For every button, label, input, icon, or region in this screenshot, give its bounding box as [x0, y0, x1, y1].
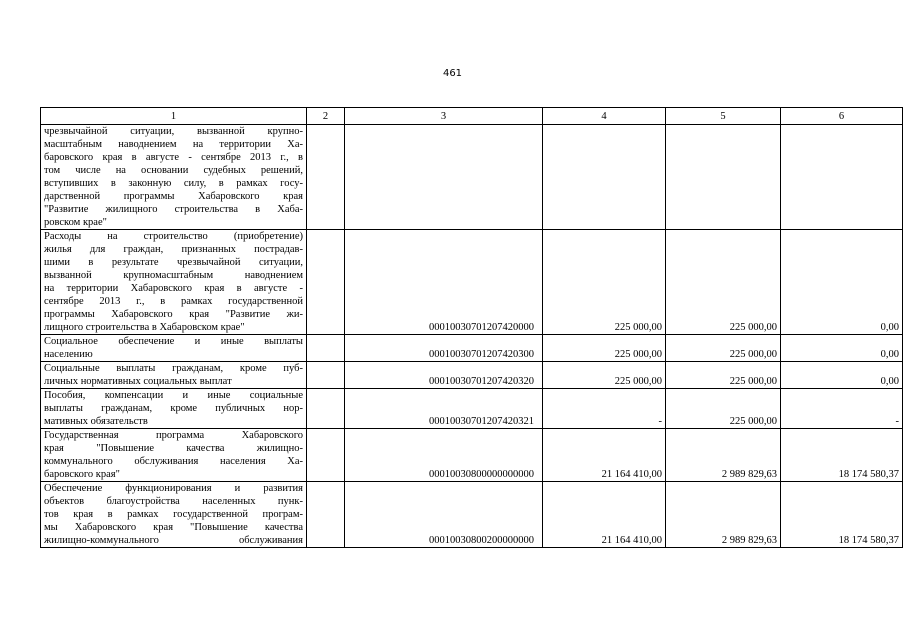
description-line: баровского края" — [44, 469, 120, 480]
row-col-5-amount: 225 000,00 — [666, 389, 781, 429]
row-code: 00010030800000000000 — [345, 429, 543, 482]
description-line: сентябре 2013 г., в рамках государственной — [44, 296, 303, 307]
row-col-4-amount: 21 164 410,00 — [543, 482, 666, 548]
col-header-6: 6 — [781, 108, 903, 125]
row-col-4-amount: - — [543, 389, 666, 429]
row-description — [41, 335, 307, 362]
row-col-6-amount: 0,00 — [781, 335, 903, 362]
description-line: жилищно-коммунального обслуживания — [44, 535, 303, 546]
col-header-5: 5 — [666, 108, 781, 125]
description-line: Социальное обеспечение и иные выплаты — [44, 336, 303, 347]
row-col-5-amount: 225 000,00 — [666, 362, 781, 389]
budget-table — [40, 107, 903, 548]
row-code: 00010030701207420000 — [345, 230, 543, 335]
row-col-5-amount: 2 989 829,63 — [666, 429, 781, 482]
description-line: программы Хабаровского края "Развитие жи- — [44, 309, 303, 320]
description-line: "Развитие жилищного строительства в Хаба- — [44, 204, 303, 215]
row-code: 00010030701207420320 — [345, 362, 543, 389]
table-row — [41, 389, 903, 429]
description-line: жилья для граждан, признанных пострадав- — [44, 244, 303, 255]
row-col-5-amount: 225 000,00 — [666, 335, 781, 362]
row-col-2 — [307, 125, 345, 230]
row-col-4-amount: 225 000,00 — [543, 362, 666, 389]
row-code: 00010030800200000000 — [345, 482, 543, 548]
row-col-2 — [307, 389, 345, 429]
row-col-6-amount: 0,00 — [781, 230, 903, 335]
row-col-2 — [307, 482, 345, 548]
description-line: баровского края в августе - сентябре 2013 г., в — [44, 152, 303, 163]
col-header-3: 3 — [345, 108, 543, 125]
table-row — [41, 362, 903, 389]
row-code — [345, 125, 543, 230]
row-col-4-amount: 225 000,00 — [543, 335, 666, 362]
description-line: Пособия, компенсации и иные социальные — [44, 390, 303, 401]
row-description — [41, 125, 307, 230]
row-col-4-amount — [543, 125, 666, 230]
row-description — [41, 230, 307, 335]
description-line: лищного строительства в Хабаровском крае" — [44, 322, 245, 333]
row-description — [41, 429, 307, 482]
description-line: масштабным наводнением на территории Ха- — [44, 139, 303, 150]
table-row — [41, 335, 903, 362]
description-line: края "Повышение качества жилищно- — [44, 443, 303, 454]
description-line: личных нормативных социальных выплат — [44, 376, 232, 387]
table-row — [41, 230, 903, 335]
row-code: 00010030701207420321 — [345, 389, 543, 429]
table-body — [41, 108, 903, 548]
description-line: Социальные выплаты гражданам, кроме пуб- — [44, 363, 303, 374]
row-description — [41, 482, 307, 548]
table-header-row — [41, 108, 903, 125]
col-header-2: 2 — [307, 108, 345, 125]
row-col-2 — [307, 230, 345, 335]
row-col-4-amount: 21 164 410,00 — [543, 429, 666, 482]
row-col-6-amount: 0,00 — [781, 362, 903, 389]
col-header-1: 1 — [41, 108, 307, 125]
description-line: коммунального обслуживания населения Ха- — [44, 456, 303, 467]
table-row — [41, 125, 903, 230]
description-line: вступивших в законную силу, в рамках госу- — [44, 178, 303, 189]
row-col-4-amount: 225 000,00 — [543, 230, 666, 335]
row-col-2 — [307, 429, 345, 482]
description-line: мы Хабаровского края "Повышение качества — [44, 522, 303, 533]
row-col-2 — [307, 335, 345, 362]
table-row — [41, 429, 903, 482]
description-line: объектов благоустройства населенных пунк- — [44, 496, 303, 507]
row-col-6-amount: 18 174 580,37 — [781, 429, 903, 482]
description-line: ровском крае" — [44, 217, 107, 228]
description-line: вызванной крупномасштабным наводнением — [44, 270, 303, 281]
table-row — [41, 482, 903, 548]
description-line: том числе на основании судебных решений, — [44, 165, 303, 176]
col-header-4: 4 — [543, 108, 666, 125]
description-line: дарственной программы Хабаровского края — [44, 191, 303, 202]
page-number: 461 — [442, 68, 463, 79]
row-code: 00010030701207420300 — [345, 335, 543, 362]
description-line: Расходы на строительство (приобретение) — [44, 231, 303, 242]
row-col-6-amount: - — [781, 389, 903, 429]
description-line: мативных обязательств — [44, 416, 148, 427]
description-line: чрезвычайной ситуации, вызванной крупно- — [44, 126, 303, 137]
description-line: на территории Хабаровского края в августе - — [44, 283, 303, 294]
row-col-5-amount — [666, 125, 781, 230]
row-col-2 — [307, 362, 345, 389]
row-col-6-amount: 18 174 580,37 — [781, 482, 903, 548]
description-line: населению — [44, 349, 93, 360]
row-col-6-amount — [781, 125, 903, 230]
row-col-5-amount: 225 000,00 — [666, 230, 781, 335]
description-line: выплаты гражданам, кроме публичных нор- — [44, 403, 303, 414]
description-line: Государственная программа Хабаровского — [44, 430, 303, 441]
row-description — [41, 362, 307, 389]
description-line: Обеспечение функционирования и развития — [44, 483, 303, 494]
description-line: шими в результате чрезвычайной ситуации, — [44, 257, 303, 268]
row-col-5-amount: 2 989 829,63 — [666, 482, 781, 548]
description-line: тов края в рамках государственной програм- — [44, 509, 303, 520]
row-description — [41, 389, 307, 429]
